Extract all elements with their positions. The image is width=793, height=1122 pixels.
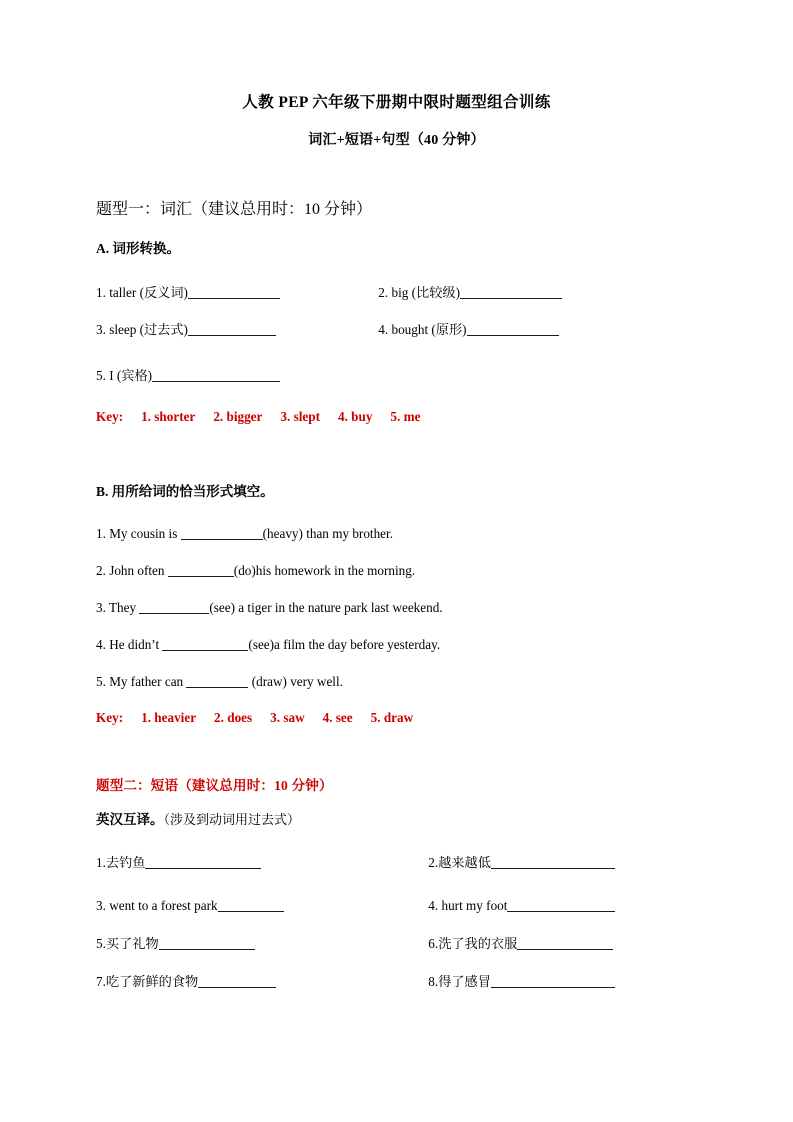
answer-key-item: 5. me bbox=[390, 409, 421, 424]
question-number: 2. bbox=[96, 563, 106, 578]
question-item[interactable] bbox=[428, 898, 615, 914]
question-item[interactable] bbox=[96, 898, 425, 914]
question-number: 7. bbox=[96, 974, 106, 989]
answer-blank[interactable] bbox=[181, 526, 263, 540]
question-text: 买了礼物 bbox=[105, 936, 159, 951]
question-text: went to a forest park bbox=[109, 898, 218, 913]
answer-key-a bbox=[96, 409, 420, 425]
question-text: big (比较级) bbox=[391, 285, 460, 300]
question-number: 3. bbox=[96, 322, 106, 337]
translation-instruction-label: 英汉互译。 bbox=[96, 812, 164, 827]
answer-blank[interactable] bbox=[517, 936, 613, 950]
question-text: 吃了新鲜的食物 bbox=[105, 974, 199, 989]
question-text-pre: John often bbox=[109, 563, 168, 578]
question-item[interactable] bbox=[428, 855, 615, 871]
answer-key-item: 4. buy bbox=[337, 409, 373, 424]
question-text-pre: He didn’t bbox=[109, 637, 163, 652]
exercise-row bbox=[96, 322, 559, 338]
question-text-pre: My cousin is bbox=[109, 526, 181, 541]
question-text-post: (draw) very well. bbox=[248, 674, 343, 689]
answer-blank[interactable] bbox=[145, 855, 261, 869]
answer-blank[interactable] bbox=[188, 285, 280, 299]
answer-key-item: 4. see bbox=[322, 710, 353, 725]
answer-blank[interactable] bbox=[467, 322, 559, 336]
question-text-pre: They bbox=[108, 600, 140, 615]
question-number: 1. bbox=[96, 526, 106, 541]
question-text-post: (see) a tiger in the nature park last weekend. bbox=[209, 600, 443, 615]
question-number: 4. bbox=[378, 322, 389, 337]
answer-blank[interactable] bbox=[188, 322, 276, 336]
question-item[interactable] bbox=[96, 322, 375, 338]
answer-key-prefix: Key: bbox=[96, 710, 124, 725]
exercise-row[interactable] bbox=[96, 637, 440, 653]
answer-blank[interactable] bbox=[491, 855, 615, 869]
exercise-row bbox=[96, 855, 615, 871]
question-text-post: (see)a film the day before yesterday. bbox=[248, 637, 441, 652]
section-1-heading: 题型一：词汇（建议总用时：10 分钟） bbox=[96, 201, 373, 218]
question-text: 越来越低 bbox=[438, 855, 491, 870]
question-text: taller (反义词) bbox=[109, 285, 188, 300]
question-item[interactable] bbox=[378, 322, 558, 338]
answer-blank[interactable] bbox=[491, 974, 615, 988]
exercise-row[interactable] bbox=[96, 526, 393, 542]
question-item[interactable] bbox=[96, 936, 425, 952]
question-text: bought (原形) bbox=[391, 322, 467, 337]
question-text: 去钓鱼 bbox=[105, 855, 146, 870]
question-number: 4. bbox=[96, 637, 106, 652]
answer-blank[interactable] bbox=[159, 936, 255, 950]
question-text-post: (do)his homework in the morning. bbox=[233, 563, 416, 578]
question-text-pre: My father can bbox=[109, 674, 187, 689]
question-text: 得了感冒 bbox=[438, 974, 491, 989]
question-text: I (宾格) bbox=[109, 368, 153, 383]
group-a-label: A. 词形转换。 bbox=[96, 241, 180, 256]
answer-blank[interactable] bbox=[168, 563, 234, 577]
question-number: 2. bbox=[378, 285, 389, 300]
question-number: 1. bbox=[96, 855, 106, 870]
question-text: sleep (过去式) bbox=[109, 322, 188, 337]
answer-blank[interactable] bbox=[152, 368, 280, 382]
answer-key-b bbox=[96, 710, 413, 726]
answer-blank[interactable] bbox=[162, 637, 248, 651]
exercise-row[interactable] bbox=[96, 674, 343, 690]
question-text-post: (heavy) than my brother. bbox=[262, 526, 393, 541]
question-number: 6. bbox=[428, 936, 439, 951]
answer-key-prefix: Key: bbox=[96, 409, 124, 424]
exercise-row bbox=[96, 898, 615, 914]
answer-blank[interactable] bbox=[198, 974, 276, 988]
answer-blank[interactable] bbox=[507, 898, 615, 912]
answer-key-item: 2. does bbox=[214, 710, 253, 725]
question-item[interactable] bbox=[428, 936, 613, 952]
answer-key-item: 3. saw bbox=[270, 710, 305, 725]
exercise-row bbox=[96, 974, 615, 990]
answer-key-item: 1. shorter bbox=[141, 409, 196, 424]
question-item[interactable] bbox=[428, 974, 615, 990]
question-item[interactable] bbox=[96, 368, 375, 384]
question-number: 4. bbox=[428, 898, 439, 913]
question-text: hurt my foot bbox=[441, 898, 508, 913]
question-text: 洗了我的衣服 bbox=[438, 936, 518, 951]
answer-key-item: 3. slept bbox=[280, 409, 320, 424]
exercise-row[interactable] bbox=[96, 563, 415, 579]
translation-instruction bbox=[96, 812, 300, 828]
question-number: 8. bbox=[428, 974, 439, 989]
question-number: 5. bbox=[96, 368, 106, 383]
question-number: 3. bbox=[96, 600, 106, 615]
document-subtitle: 词汇+短语+句型（40 分钟） bbox=[308, 132, 485, 148]
question-number: 1. bbox=[96, 285, 106, 300]
question-number: 5. bbox=[96, 674, 106, 689]
question-item[interactable] bbox=[96, 855, 425, 871]
group-b-label: B. 用所给词的恰当形式填空。 bbox=[96, 484, 274, 499]
question-item[interactable] bbox=[378, 285, 562, 301]
document-title: 人教 PEP 六年级下册期中限时题型组合训练 bbox=[242, 94, 551, 111]
exercise-row bbox=[96, 936, 613, 952]
question-number: 3. bbox=[96, 898, 106, 913]
answer-blank[interactable] bbox=[460, 285, 562, 299]
answer-key-item: 5. draw bbox=[370, 710, 414, 725]
question-item[interactable] bbox=[96, 974, 425, 990]
answer-blank[interactable] bbox=[218, 898, 284, 912]
question-number: 2. bbox=[428, 855, 439, 870]
translation-instruction-note: （涉及到动词用过去式） bbox=[163, 812, 301, 827]
exercise-row bbox=[96, 285, 562, 301]
answer-key-item: 1. heavier bbox=[141, 710, 197, 725]
answer-blank[interactable] bbox=[186, 674, 248, 688]
exercise-row bbox=[96, 368, 375, 384]
question-item[interactable] bbox=[96, 285, 375, 301]
answer-key-item: 2. bigger bbox=[213, 409, 263, 424]
question-number: 5. bbox=[96, 936, 106, 951]
exercise-row[interactable] bbox=[96, 600, 443, 616]
section-2-heading: 题型二：短语（建议总用时：10 分钟） bbox=[96, 778, 333, 793]
answer-blank[interactable] bbox=[139, 600, 209, 614]
